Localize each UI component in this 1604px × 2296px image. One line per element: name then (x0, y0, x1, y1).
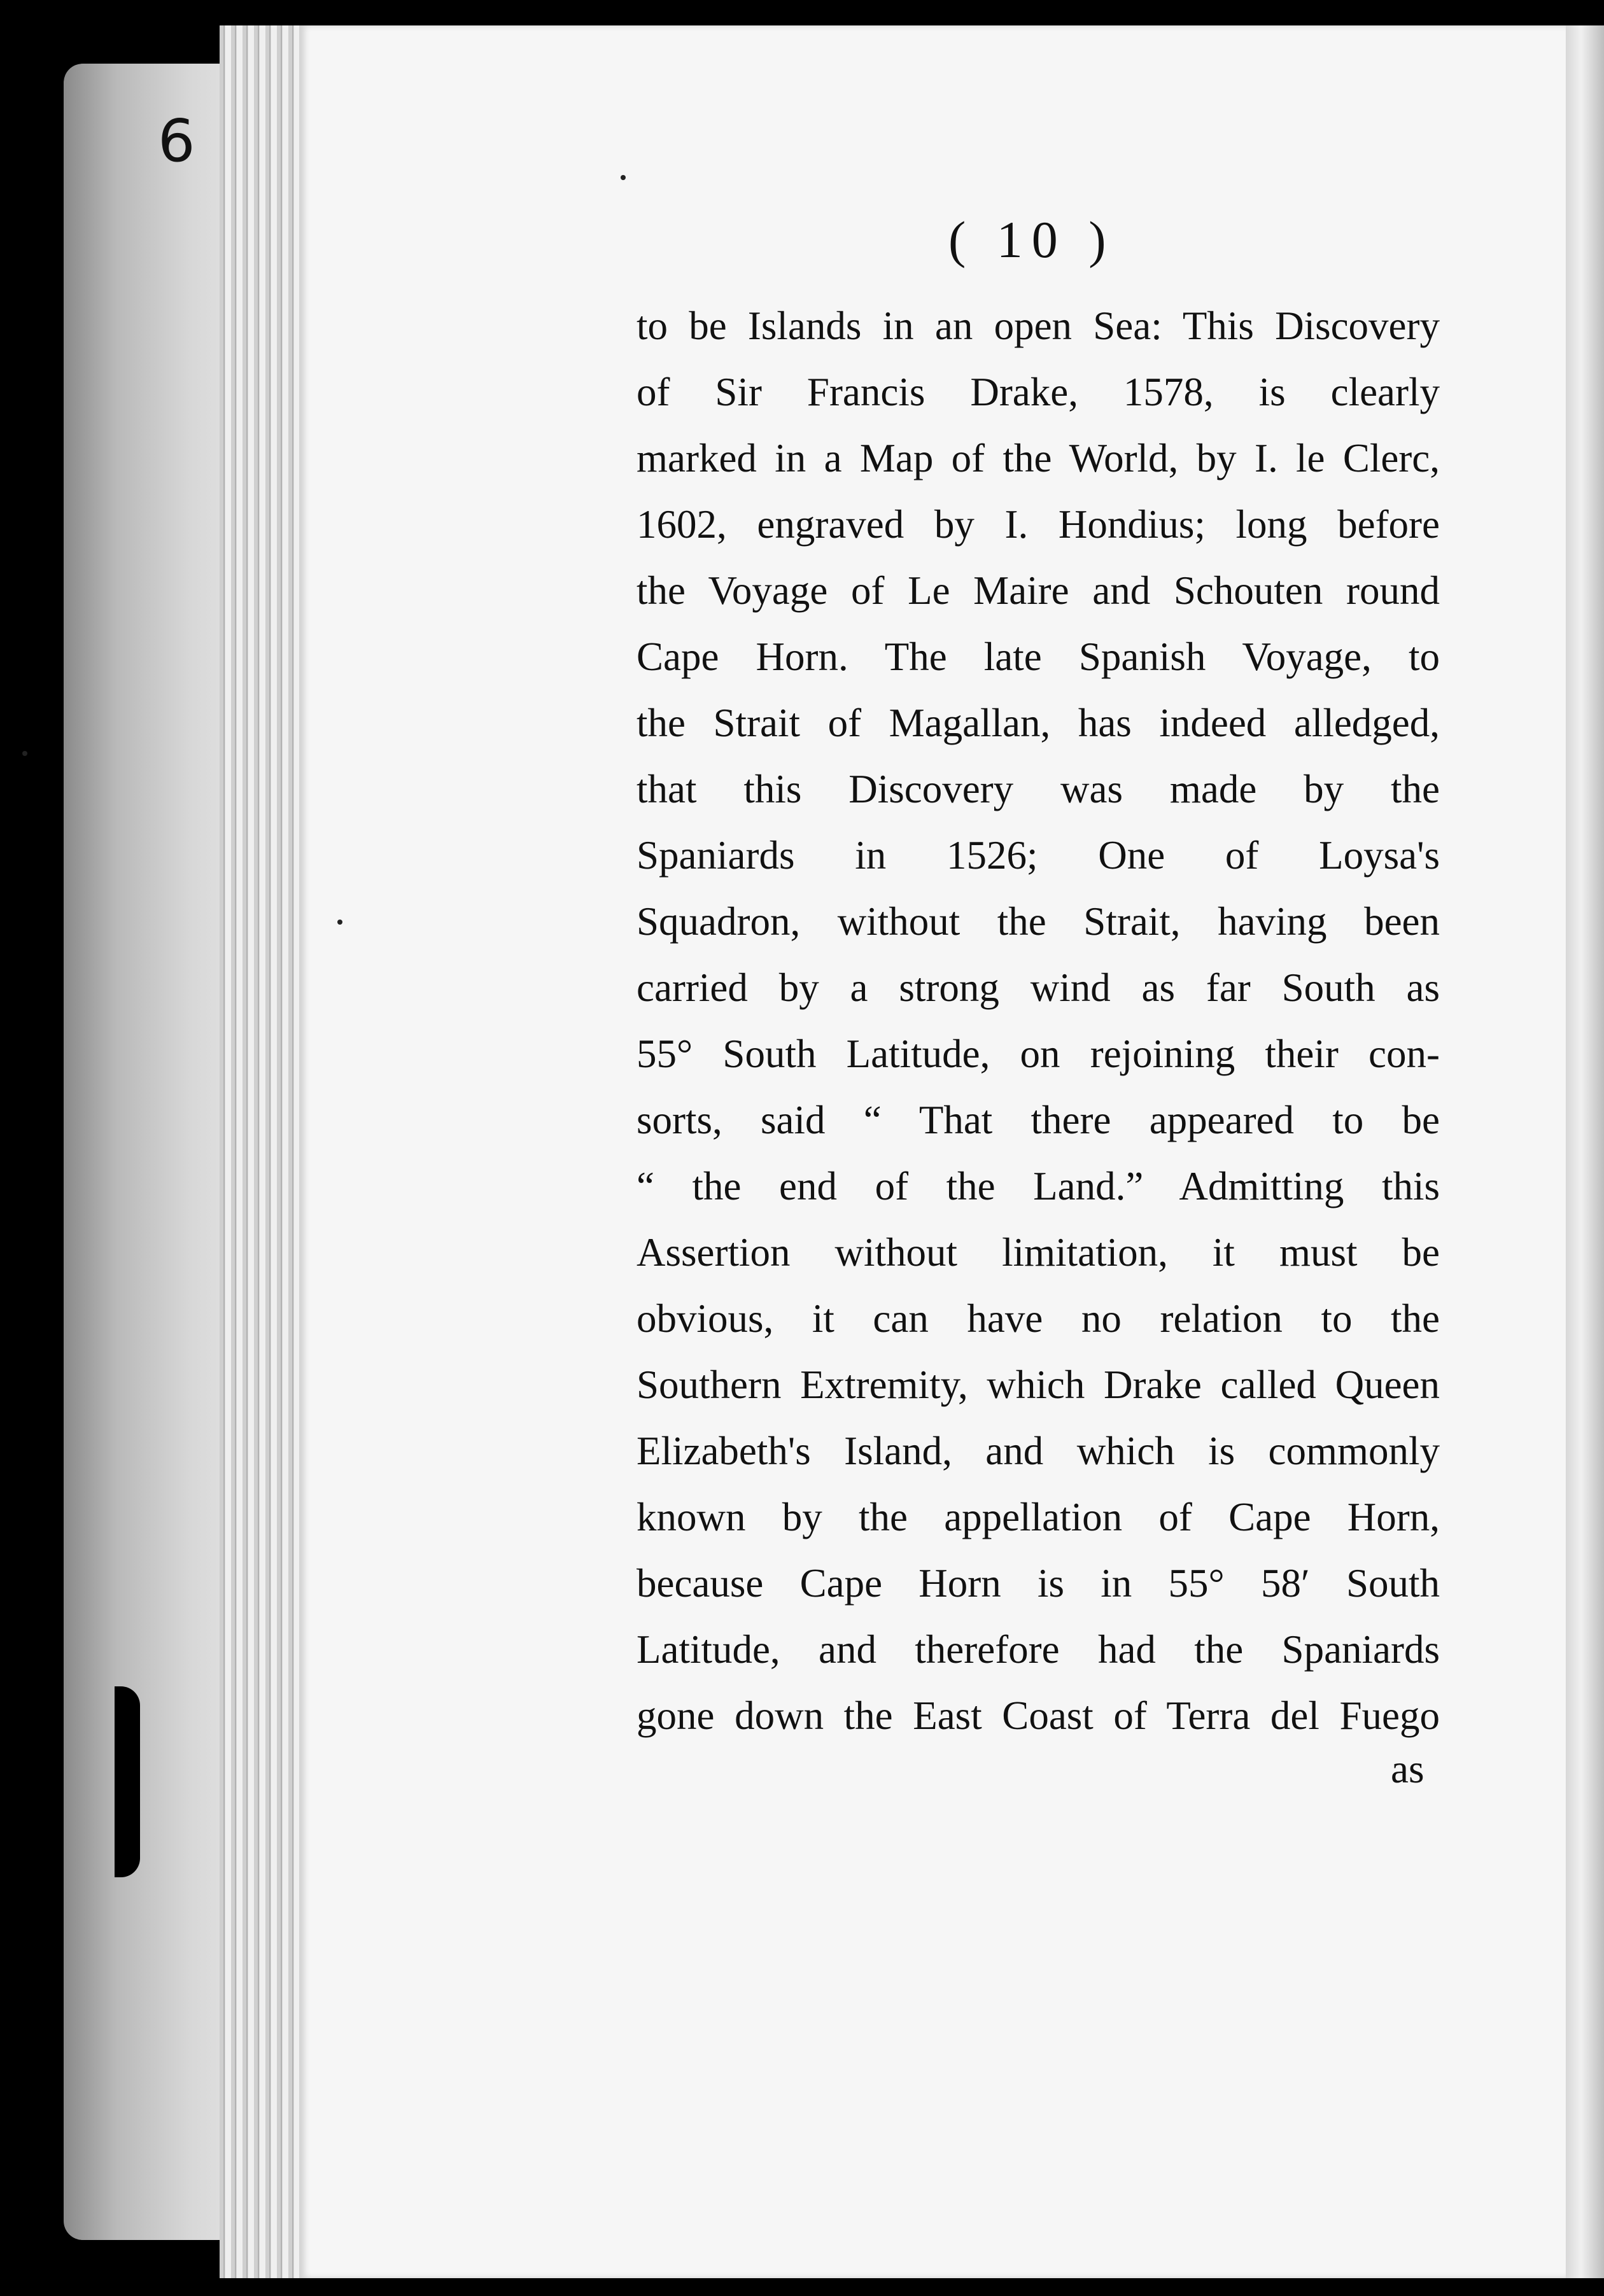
text-line: the Voyage of Le Maire and Schouten round (637, 568, 1440, 613)
text-line: gone down the East Coast of Terra del Fuego (637, 1693, 1440, 1738)
ink-speck (337, 920, 342, 925)
text-line: known by the appellation of Cape Horn, (637, 1495, 1440, 1539)
text-line: obvious, it can have no relation to the (637, 1296, 1440, 1341)
text-line: of Sir Francis Drake, 1578, is clearly (637, 370, 1440, 414)
text-line: Elizabeth's Island, and which is commonly (637, 1429, 1440, 1473)
text-line: 55° South Latitude, on rejoining their con- (637, 1032, 1440, 1076)
text-line: marked in a Map of the World, by I. le Clerc, (637, 436, 1440, 480)
book-edge-notch (115, 1686, 140, 1877)
text-line: Southern Extremity, which Drake called Queen (637, 1362, 1440, 1407)
text-line: “ the end of the Land.” Admitting this (637, 1164, 1440, 1208)
catchword: as (1391, 1747, 1425, 1791)
text-line: Spaniards in 1526; One of Loysa's (637, 833, 1440, 878)
page-right-edge (1566, 25, 1604, 2278)
margin-mark: 6 (158, 107, 195, 175)
text-line: Latitude, and therefore had the Spaniards (637, 1627, 1440, 1672)
text-line: Squadron, without the Strait, having been (637, 899, 1440, 944)
text-line: Assertion without limitation, it must be (637, 1230, 1440, 1275)
page-stack-edges (220, 25, 302, 2278)
text-line: because Cape Horn is in 55° 58′ South (637, 1561, 1440, 1606)
text-line: 1602, engraved by I. Hondius; long before (637, 502, 1440, 547)
text-line: sorts, said “ That there appeared to be (637, 1098, 1440, 1142)
text-line: carried by a strong wind as far South as (637, 965, 1440, 1010)
ink-speck (621, 175, 626, 180)
text-line: that this Discovery was made by the (637, 767, 1440, 811)
text-line: Cape Horn. The late Spanish Voyage, to (637, 634, 1440, 679)
page-number-header: ( 10 ) (948, 211, 1115, 269)
ink-speck (22, 751, 27, 756)
text-line: the Strait of Magallan, has indeed alledged, (637, 701, 1440, 745)
text-line: to be Islands in an open Sea: This Discovery (637, 304, 1440, 348)
